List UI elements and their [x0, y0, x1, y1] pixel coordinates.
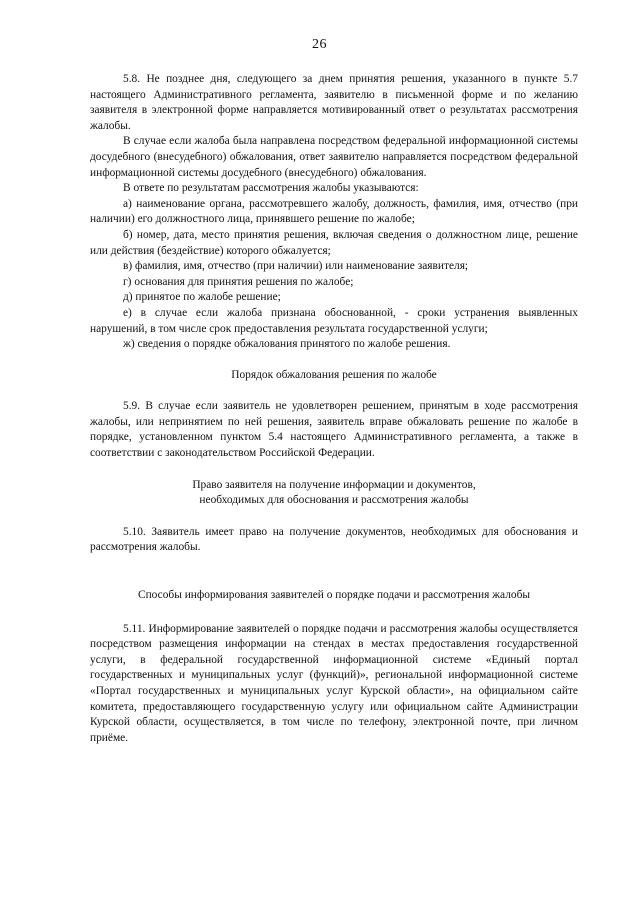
section-heading-appeal-decision: Порядок обжалования решения по жалобе — [231, 368, 437, 381]
list-item: г) основания для принятия решения по жалобе; — [123, 275, 354, 288]
paragraph-5-8-federal-system: В случае если жалоба была направлена посредством федеральной информационной системы досудебного (внесудебного) обжалования, ответ заявителю направляется посредством федеральной информационной системы досудебного (внесудебного) обжалования. — [90, 135, 578, 179]
section-heading-right-to-information: Право заявителя на получение информации и документов, — [192, 478, 476, 491]
section-heading-informing-methods: Способы информирования заявителей о порядке подачи и рассмотрения жалобы — [137, 589, 531, 602]
page-number: 26 — [312, 37, 327, 52]
paragraph-5-8: 5.8. Не позднее дня, следующего за днем принятия решения, указанного в пункте 5.7 настоящего Административного регламента, заявителю в письменной форме и по желанию заявителя в электронной форме направляется мотивированный ответ о результатах рассмотрения жалобы. — [90, 73, 578, 132]
section-heading-right-to-information-line2: необходимых для обоснования и рассмотрения жалобы — [199, 494, 469, 507]
list-item: д) принятое по жалобе решение; — [123, 291, 281, 304]
paragraph-5-9: 5.9. В случае если заявитель не удовлетворен решением, принятым в ходе рассмотрения жалобы, или непринятием по ней решения, заявитель вправе обжаловать решение по жалобе в порядке, установленном пунктом 5.4 настоящего Административного регламента, а также в соответствии с законодательством Российской Федерации. — [90, 400, 578, 460]
paragraph-5-8-answer-contents: В ответе по результатам рассмотрения жалобы указываются: — [123, 182, 419, 195]
list-item: а) наименование органа, рассмотревшего жалобу, должность, фамилия, имя, отчество (при наличии) его должностного лица, принявшего решение по жалобе; — [90, 197, 578, 226]
page-content — [90, 72, 578, 746]
list-item: ж) сведения о порядке обжалования принятого по жалобе решения. — [123, 338, 451, 351]
list-item: б) номер, дата, место принятия решения, включая сведения о должностном лице, решение или действия (бездействие) которого обжалуется; — [90, 228, 578, 257]
paragraph-5-10: 5.10. Заявитель имеет право на получение документов, необходимых для обоснования и рассмотрения жалобы. — [90, 525, 578, 554]
paragraph-5-11: 5.11. Информирование заявителей о порядке подачи и рассмотрения жалобы осуществляется посредством размещения информации на стендах в местах предоставления государственной услуги, в федеральной государственной информационной системе «Единый портал государственных и муниципальных услуг (функций)», региональной информационной системе «Портал государственных и муниципальных услуг Курской области», на официальном сайте комитета, предоставляющего государственную услугу или официальном сайте Администрации Курской области, осуществляется, в том числе по телефону, электронной почте, при личном приёме. — [90, 622, 578, 744]
list-item: е) в случае если жалоба признана обоснованной, - сроки устранения выявленных нарушений, в том числе срок предоставления результата государственной услуги; — [90, 306, 578, 335]
list-item: в) фамилия, имя, отчество (при наличии) или наименование заявителя; — [123, 260, 469, 273]
